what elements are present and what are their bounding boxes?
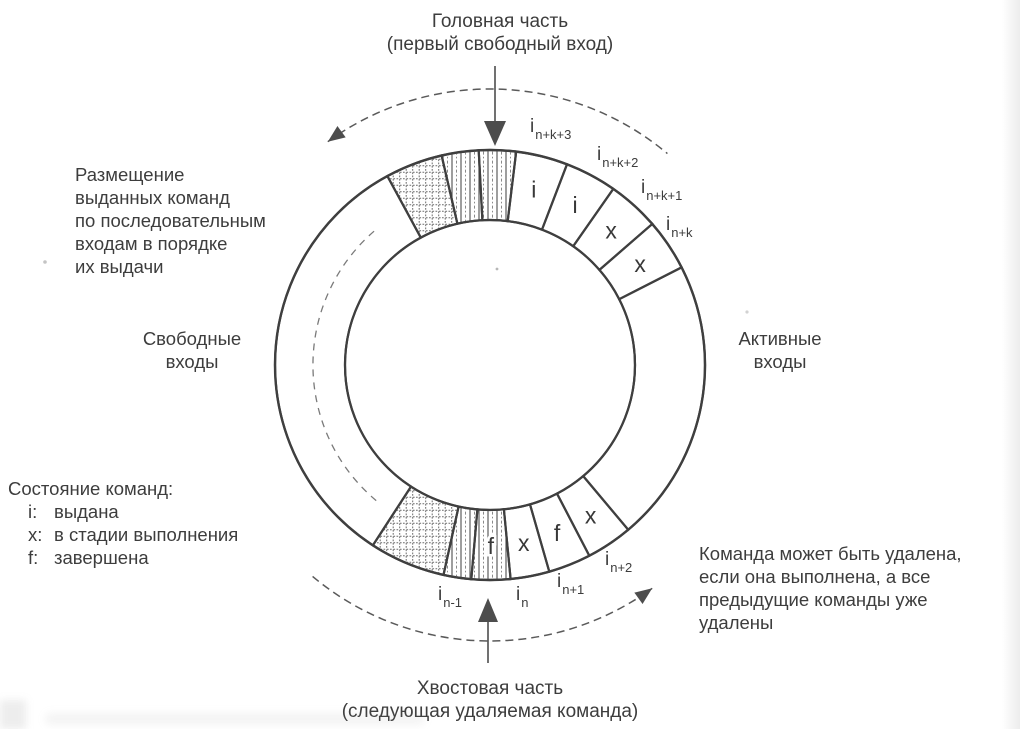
placement-note: Размещение выданных команд по последовательным входам в порядке их выдачи — [75, 164, 266, 277]
command-state-legend — [8, 477, 238, 569]
segment-state-label: x — [605, 217, 617, 244]
entry-label-n-1: $i_{n-1}$ — [438, 584, 463, 610]
entry-label-n+k+3: $i_{n+k+3}$ — [530, 116, 572, 142]
entry-label-n+2: $i_{n+2}$ — [605, 549, 633, 575]
head-title-line2: (первый свободный вход) — [386, 34, 614, 55]
head-arrowhead-icon — [484, 121, 506, 146]
segment-state-label: x — [584, 502, 597, 529]
ring-inner-circle — [345, 217, 635, 510]
rotation-arc-bottom — [313, 576, 653, 641]
active-entries-label: Активные входы — [738, 328, 822, 372]
legend-item-executing: x: в стадии выполнения — [28, 524, 239, 545]
legend-item-finished: f: завершена — [28, 547, 149, 568]
ring-segment-12 — [275, 176, 421, 545]
rotation-arrowhead-top-icon — [324, 126, 346, 147]
legend-item-issued: i: выдана — [28, 501, 119, 522]
scan-smudge — [0, 700, 26, 729]
segment-state-label: x — [634, 250, 646, 277]
ring-segment-0 — [479, 150, 517, 221]
entry-label-n+k+2: $i_{n+k+2}$ — [597, 144, 639, 170]
tail-title-line1: Хвостовая часть — [416, 678, 564, 699]
removal-note: Команда может быть удалена, если она выполнена, а все предыдущие команды уже удалены — [699, 543, 962, 633]
legend-title: Состояние команд: — [8, 478, 174, 499]
entry-label-n+1: $i_{n+1}$ — [557, 571, 585, 597]
head-pointer-arrow — [484, 66, 506, 146]
segment-state-label: f — [553, 520, 561, 547]
scan-speck — [43, 260, 47, 264]
entry-label-n+k: $i_{n+k}$ — [666, 214, 693, 240]
rotation-arrowhead-bottom-icon — [634, 583, 656, 604]
head-title-line1: Головная часть — [431, 11, 569, 32]
segment-state-label: x — [518, 529, 530, 556]
entry-label-n: $i_n$ — [516, 584, 529, 610]
segment-state-label: f — [487, 533, 494, 559]
head-title — [330, 10, 670, 56]
tail-title-line2: (следующая удаляемая команда) — [341, 701, 639, 722]
ring-segment-11 — [373, 487, 459, 575]
entry-label-n+k+1: $i_{n+k+1}$ — [641, 177, 683, 203]
scan-edge-band — [1002, 0, 1020, 729]
ring-segments — [275, 150, 705, 580]
scan-speck — [496, 268, 499, 271]
scan-speck — [745, 310, 748, 313]
free-entries-label: Свободные входы — [142, 328, 242, 372]
ring-segment-5 — [583, 267, 705, 529]
segment-state-label: i — [572, 192, 578, 219]
tail-arrowhead-icon — [478, 598, 498, 622]
scan-smudge — [45, 713, 425, 725]
tail-pointer-arrow — [478, 598, 498, 663]
segment-state-label: i — [531, 176, 537, 203]
